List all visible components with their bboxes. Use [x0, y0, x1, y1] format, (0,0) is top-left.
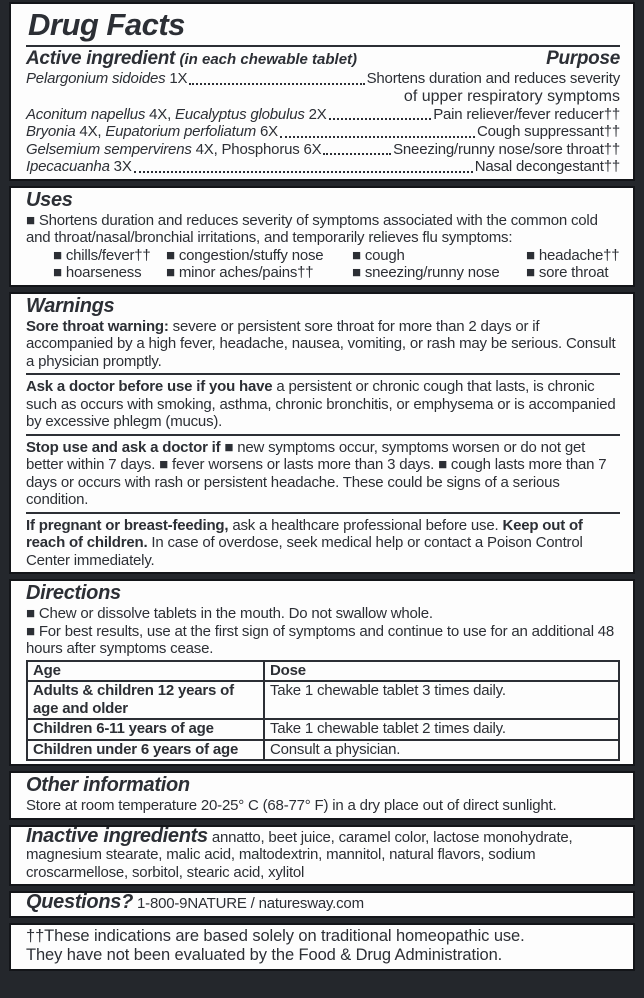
age-column-header: Age: [27, 661, 264, 682]
inactive-ingredients: [26, 824, 620, 882]
dot-leader: [323, 153, 391, 155]
uses-heading: Uses: [26, 188, 73, 211]
sore-throat-warning: Sore throat warning: severe or persistent sore throat for more than 2 days or if accompanied by a high fever, headache, nausea, vomiting, or rash may be serious. Consult a physician promptly.: [26, 317, 616, 370]
uses-lead: ■ Shortens duration and reduces severity of symptoms associated with the common cold and throat/nasal/bronchial irritations, and temporarily relieves flu symptoms:: [26, 211, 598, 246]
other-information-heading: Other information: [26, 774, 190, 796]
panel-directions: [9, 579, 635, 766]
panel-footnote: [9, 923, 635, 971]
warnings-divider: [26, 512, 620, 514]
stop-use-warning: Stop use and ask a doctor if ■ new symptoms occur, symptoms worsen or do not get better within 7 days. ■ fever worsens or lasts more than 3 days. ■ cough lasts more than 7 days or occurs with rash or persistent headache. These could be signs of a serious condition.: [26, 438, 607, 508]
questions-heading: Questions?: [26, 891, 134, 913]
dosage-table-header-row: [27, 661, 619, 682]
active-ingredient-note: (in each chewable tablet): [179, 51, 358, 68]
symptom-item: ■ minor aches/pains††: [166, 264, 314, 281]
purpose-heading: Purpose: [546, 48, 620, 69]
ingredient-purpose: Shortens duration and reduces severity: [366, 70, 620, 87]
directions-bullet: ■ Chew or dissolve tablets in the mouth. Do not swallow whole.: [26, 605, 433, 622]
warnings-heading: Warnings: [26, 294, 115, 317]
questions-line: [26, 891, 620, 913]
pregnant-warning: If pregnant or breast-feeding, ask a healthcare professional before use. Keep out of reach of children. In case of overdose, seek medical help or contact a Poison Control Center immediately.: [26, 516, 583, 569]
panel-other-information: [9, 771, 635, 820]
ingredient-name: Aconitum napellus 4X, Eucalyptus globulus 2X: [26, 105, 327, 123]
warnings-divider: [26, 434, 620, 436]
symptom-item: ■ sore throat: [526, 264, 609, 281]
dose-cell: Take 1 chewable tablet 2 times daily.: [264, 719, 619, 740]
table-row: [27, 681, 619, 719]
age-cell: Adults & children 12 years of age and older: [27, 681, 264, 719]
storage-instructions: Store at room temperature 20-25° C (68-77° F) in a dry place out of direct sunlight.: [26, 797, 557, 814]
directions-bullet: ■ For best results, use at the first sign of symptoms and continue to use for an additional 48 hours after symptoms cease.: [26, 622, 615, 657]
symptom-item: ■ congestion/stuffy nose: [166, 246, 324, 264]
panel-questions: [9, 891, 635, 918]
title-divider: [26, 45, 620, 47]
dot-leader: [134, 171, 473, 173]
dot-leader: [189, 83, 364, 85]
ingredient-name: Ipecacuanha 3X: [26, 158, 132, 175]
age-cell: Children under 6 years of age: [27, 740, 264, 761]
ingredient-name: Bryonia 4X, Eupatorium perfoliatum 6X: [26, 123, 278, 140]
ingredient-name: Pelargonium sidoides 1X: [26, 70, 188, 87]
questions-contact: 1-800-9NATURE / naturesway.com: [137, 895, 364, 912]
active-ingredient-row: [26, 106, 620, 124]
active-ingredient-heading: Active ingredient (in each chewable tablet): [26, 48, 358, 69]
dosage-table: [26, 660, 620, 762]
inactive-ingredients-list: annatto, beet juice, caramel color, lactose monohydrate, magnesium stearate, malic acid, maltodextrin, mannitol, natural flavors, sodium croscarmellose, sorbitol, stearic acid, xylitol: [26, 828, 573, 881]
table-row: [27, 740, 619, 761]
footnote-line-1: ††These indications are based solely on traditional homeopathic use.: [26, 926, 525, 945]
dose-cell: Take 1 chewable tablet 3 times daily.: [264, 681, 619, 719]
panel-uses: [9, 186, 635, 287]
inactive-ingredients-heading: Inactive ingredients: [26, 824, 208, 847]
panel-warnings: [9, 292, 635, 575]
active-ingredient-row: [26, 158, 620, 176]
ingredient-purpose: Sneezing/runny nose/sore throat††: [393, 140, 620, 158]
ingredient-purpose: Pain reliever/fever reducer††: [433, 105, 620, 123]
active-ingredient-row: [26, 70, 620, 88]
drug-facts-title: Drug Facts: [28, 7, 185, 42]
ingredient-purpose: Nasal decongestant††: [474, 158, 620, 175]
table-row: [27, 719, 619, 740]
panel-inactive-ingredients: [9, 825, 635, 887]
active-ingredient-row: [26, 123, 620, 141]
dose-column-header: Dose: [264, 661, 619, 682]
panel-title-active-ingredient: [9, 2, 635, 181]
footnote-line-2: They have not been evaluated by the Food & Drug Administration.: [26, 946, 503, 964]
dot-leader: [329, 118, 432, 120]
uses-symptom-grid: [26, 247, 620, 282]
symptom-item: ■ hoarseness: [53, 264, 142, 281]
symptom-item: ■ chills/fever††: [53, 246, 151, 264]
ask-doctor-warning: Ask a doctor before use if you have a persistent or chronic cough that lasts, is chronic such as occurs with smoking, asthma, chronic bronchitis, or emphysema or is accompanied by excessive phlegm (mucus).: [26, 378, 616, 430]
ingredient-name: Gelsemium sempervirens 4X, Phosphorus 6X: [26, 140, 322, 158]
ingredient-purpose-wrap: of upper respiratory symptoms: [403, 87, 620, 105]
ingredient-purpose: Cough suppressant††: [477, 123, 620, 140]
age-cell: Children 6-11 years of age: [27, 719, 264, 740]
symptom-item: ■ sneezing/runny nose: [352, 264, 500, 281]
symptom-item: ■ headache††: [526, 246, 620, 264]
warnings-divider: [26, 373, 620, 375]
directions-heading: Directions: [26, 582, 121, 604]
active-ingredient-row: [26, 141, 620, 159]
dot-leader: [280, 136, 475, 138]
dose-cell: Consult a physician.: [264, 740, 619, 761]
symptom-item: ■ cough: [352, 246, 405, 264]
active-ingredient-header: [26, 48, 620, 70]
